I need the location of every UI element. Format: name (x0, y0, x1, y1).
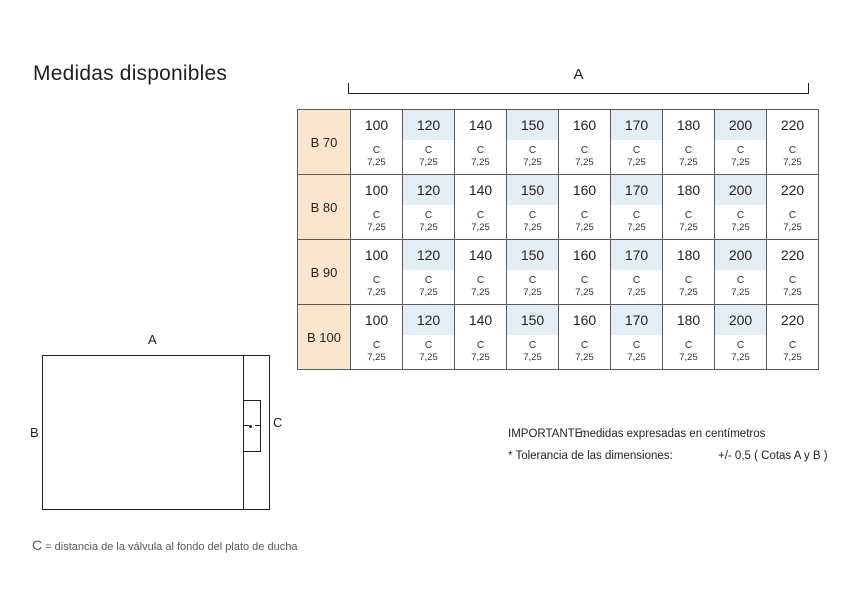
c-value-cell (715, 270, 767, 305)
table-row (298, 140, 819, 175)
note-tolerance-value: +/- 0,5 ( Cotas A y B ) (718, 449, 828, 462)
c-value: 7,25 (575, 222, 594, 234)
c-letter: C (424, 144, 433, 156)
table-row (298, 305, 819, 336)
c-value: 7,25 (783, 352, 802, 364)
c-value: 7,25 (783, 222, 802, 234)
c-value-cell (403, 140, 455, 175)
row-label-b-90: B 90 (298, 240, 351, 305)
c-value: 7,25 (627, 222, 646, 234)
note-important (508, 424, 828, 446)
c-value: 7,25 (523, 352, 542, 364)
note-tolerance (508, 446, 828, 468)
a-value-cell: 200 (715, 175, 767, 206)
c-letter: C (788, 209, 797, 221)
c-letter: C (580, 339, 589, 351)
c-value: 7,25 (419, 222, 438, 234)
c-letter: C (528, 209, 537, 221)
c-value-cell (507, 335, 559, 370)
c-letter: C (736, 144, 745, 156)
c-letter: C (736, 209, 745, 221)
a-value-cell: 140 (455, 175, 507, 206)
c-value-cell (663, 270, 715, 305)
a-value-cell: 160 (559, 305, 611, 336)
table-row (298, 110, 819, 141)
footnote (32, 537, 297, 553)
c-value-cell (455, 270, 507, 305)
c-value: 7,25 (523, 157, 542, 169)
row-label-b-100: B 100 (298, 305, 351, 370)
c-value-cell (767, 270, 819, 305)
c-letter: C (684, 339, 693, 351)
c-value: 7,25 (523, 287, 542, 299)
bracket-line (348, 93, 809, 94)
c-value-cell (507, 205, 559, 240)
note-important-text: medidas expresadas en centímetros (580, 428, 766, 440)
c-value: 7,25 (783, 157, 802, 169)
c-letter: C (788, 144, 797, 156)
c-value: 7,25 (471, 157, 490, 169)
c-value: 7,25 (627, 352, 646, 364)
c-letter: C (632, 274, 641, 286)
shower-tray-drawing (30, 330, 290, 530)
page-title: Medidas disponibles (33, 62, 228, 85)
c-value-cell (559, 270, 611, 305)
c-value: 7,25 (731, 287, 750, 299)
a-value-cell: 200 (715, 110, 767, 141)
table-row (298, 175, 819, 206)
a-value-cell: 140 (455, 110, 507, 141)
c-value: 7,25 (419, 157, 438, 169)
a-value-cell: 140 (455, 240, 507, 271)
a-value-cell: 180 (663, 240, 715, 271)
c-value: 7,25 (679, 157, 698, 169)
a-value-cell: 120 (403, 110, 455, 141)
c-value: 7,25 (471, 352, 490, 364)
a-value-cell: 180 (663, 110, 715, 141)
drawing-label-a: A (148, 332, 157, 347)
c-value-cell (663, 205, 715, 240)
c-value: 7,25 (523, 222, 542, 234)
table-row (298, 240, 819, 271)
c-value-cell (351, 205, 403, 240)
a-value-cell: 150 (507, 175, 559, 206)
valve-box (243, 400, 261, 452)
c-letter: C (372, 274, 381, 286)
c-value: 7,25 (575, 287, 594, 299)
c-letter: C (580, 144, 589, 156)
c-value-cell (767, 140, 819, 175)
c-value-cell (351, 335, 403, 370)
c-letter: C (424, 274, 433, 286)
c-letter: C (476, 274, 485, 286)
footnote-letter: C (32, 537, 43, 553)
a-value-cell: 100 (351, 240, 403, 271)
c-letter: C (528, 274, 537, 286)
footnote-text: = distancia de la válvula al fondo del plato de ducha (42, 541, 298, 553)
c-letter: C (424, 339, 433, 351)
c-letter: C (528, 339, 537, 351)
c-value-cell (663, 140, 715, 175)
c-value: 7,25 (627, 287, 646, 299)
c-value-cell (455, 205, 507, 240)
a-value-cell: 170 (611, 110, 663, 141)
c-value-cell (455, 140, 507, 175)
c-value: 7,25 (731, 352, 750, 364)
a-value-cell: 180 (663, 305, 715, 336)
c-value-cell (403, 205, 455, 240)
c-value: 7,25 (367, 287, 386, 299)
c-value-cell (715, 205, 767, 240)
c-value-cell (507, 140, 559, 175)
a-value-cell: 160 (559, 110, 611, 141)
c-value-cell (559, 140, 611, 175)
c-letter: C (788, 339, 797, 351)
c-value: 7,25 (627, 157, 646, 169)
c-value: 7,25 (471, 222, 490, 234)
a-value-cell: 120 (403, 175, 455, 206)
a-value-cell: 120 (403, 305, 455, 336)
c-value-cell (767, 335, 819, 370)
c-value-cell (351, 270, 403, 305)
c-value-cell (403, 335, 455, 370)
a-value-cell: 120 (403, 240, 455, 271)
c-value-cell (611, 335, 663, 370)
c-value: 7,25 (575, 157, 594, 169)
table-row (298, 205, 819, 240)
c-value: 7,25 (679, 222, 698, 234)
c-value-cell (455, 335, 507, 370)
c-value-cell (507, 270, 559, 305)
bracket-tick-left (348, 83, 349, 94)
drawing-label-b: B (30, 425, 39, 440)
row-label-b-70: B 70 (298, 110, 351, 175)
a-value-cell: 170 (611, 175, 663, 206)
a-value-cell: 200 (715, 305, 767, 336)
c-letter: C (580, 274, 589, 286)
c-letter: C (372, 339, 381, 351)
a-value-cell: 170 (611, 305, 663, 336)
c-letter: C (632, 339, 641, 351)
c-letter: C (372, 209, 381, 221)
a-value-cell: 180 (663, 175, 715, 206)
a-value-cell: 220 (767, 175, 819, 206)
valve-center-dot-icon (249, 425, 252, 428)
c-letter: C (684, 209, 693, 221)
table-row (298, 335, 819, 370)
c-value-cell (611, 205, 663, 240)
c-letter: C (632, 144, 641, 156)
note-important-label: IMPORTANTE: (508, 428, 586, 440)
c-value: 7,25 (367, 157, 386, 169)
a-value-cell: 200 (715, 240, 767, 271)
a-value-cell: 150 (507, 240, 559, 271)
c-value-cell (663, 335, 715, 370)
a-dimension-bracket (348, 66, 809, 94)
c-value-cell (715, 335, 767, 370)
bracket-tick-right (808, 83, 809, 94)
note-tolerance-label: * Tolerancia de las dimensiones: (508, 449, 673, 462)
a-value-cell: 100 (351, 305, 403, 336)
notes-block (508, 424, 828, 468)
c-value-cell (559, 205, 611, 240)
c-value: 7,25 (471, 287, 490, 299)
c-value: 7,25 (575, 352, 594, 364)
c-letter: C (424, 209, 433, 221)
c-letter: C (528, 144, 537, 156)
c-value: 7,25 (419, 352, 438, 364)
a-value-cell: 220 (767, 240, 819, 271)
c-value: 7,25 (367, 222, 386, 234)
c-letter: C (372, 144, 381, 156)
c-letter: C (684, 274, 693, 286)
a-dimension-label: A (573, 66, 584, 83)
c-value-cell (611, 140, 663, 175)
a-value-cell: 100 (351, 110, 403, 141)
c-value: 7,25 (783, 287, 802, 299)
a-value-cell: 100 (351, 175, 403, 206)
drawing-label-c: C (273, 415, 283, 430)
c-letter: C (684, 144, 693, 156)
measures-table (297, 109, 819, 370)
c-value: 7,25 (419, 287, 438, 299)
a-value-cell: 140 (455, 305, 507, 336)
c-value: 7,25 (679, 287, 698, 299)
c-letter: C (788, 274, 797, 286)
measures-table-wrap (297, 109, 819, 370)
a-value-cell: 160 (559, 175, 611, 206)
c-letter: C (476, 209, 485, 221)
c-letter: C (476, 339, 485, 351)
table-row (298, 270, 819, 305)
c-letter: C (476, 144, 485, 156)
c-value: 7,25 (679, 352, 698, 364)
a-value-cell: 220 (767, 305, 819, 336)
c-letter: C (632, 209, 641, 221)
c-value-cell (611, 270, 663, 305)
a-value-cell: 160 (559, 240, 611, 271)
valve-arrow-right-icon (255, 425, 260, 426)
c-value-cell (403, 270, 455, 305)
c-value-cell (559, 335, 611, 370)
c-value-cell (767, 205, 819, 240)
c-value: 7,25 (731, 222, 750, 234)
a-value-cell: 150 (507, 110, 559, 141)
a-value-cell: 170 (611, 240, 663, 271)
a-value-cell: 150 (507, 305, 559, 336)
c-value: 7,25 (367, 352, 386, 364)
c-letter: C (736, 339, 745, 351)
c-value: 7,25 (731, 157, 750, 169)
a-value-cell: 220 (767, 110, 819, 141)
c-value-cell (715, 140, 767, 175)
c-letter: C (580, 209, 589, 221)
c-value-cell (351, 140, 403, 175)
row-label-b-80: B 80 (298, 175, 351, 240)
tray-outline (42, 355, 270, 510)
c-letter: C (736, 274, 745, 286)
